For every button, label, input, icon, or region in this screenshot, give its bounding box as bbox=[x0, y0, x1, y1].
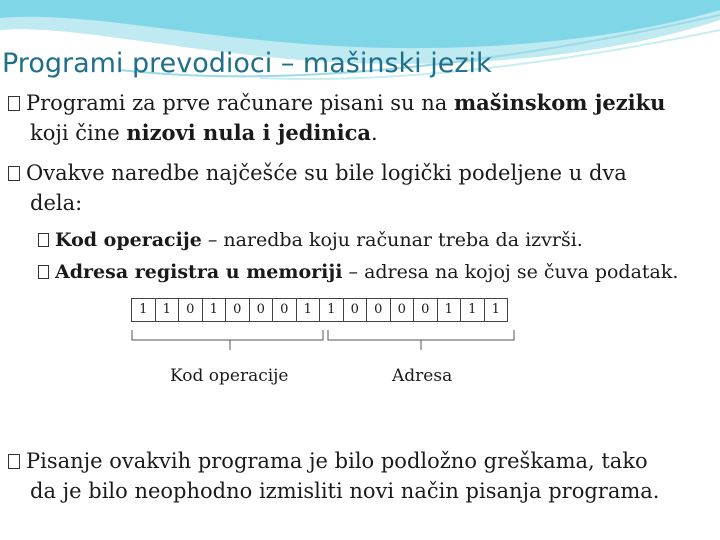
sub-bullet-1-text: – naredba koju računar treba da izvrši. bbox=[201, 229, 583, 251]
bit-cell: 0 bbox=[390, 298, 415, 322]
sub-bullet-2-bold: Adresa registra u memoriji bbox=[55, 261, 343, 283]
bit-cell: 1 bbox=[460, 298, 485, 322]
sub-bullet-1-bold: Kod operacije bbox=[55, 229, 202, 251]
bullet-1-line2: koji čine bbox=[30, 121, 127, 145]
bit-cell: 0 bbox=[366, 298, 391, 322]
bullet-2-line1: Ovakve naredbe najčešće su bile logički podeljene u dva bbox=[26, 161, 627, 185]
sub-bullet-2-text: – adresa na kojoj se čuva podatak. bbox=[342, 261, 679, 283]
bullet-box-icon bbox=[8, 454, 20, 469]
bit-cell: 1 bbox=[202, 298, 227, 322]
bit-cell: 0 bbox=[225, 298, 250, 322]
bit-cell: 1 bbox=[319, 298, 344, 322]
bit-cell: 1 bbox=[155, 298, 180, 322]
bullet-1-bold2: nizovi nula i jedinica bbox=[126, 120, 372, 145]
address-label: Adresa bbox=[392, 366, 453, 386]
bullet-1-bold: mašinskom jeziku bbox=[453, 90, 666, 115]
bullet-1-end: . bbox=[371, 121, 378, 145]
bit-cell: 1 bbox=[437, 298, 462, 322]
page-title: Programi prevodioci – mašinski jezik bbox=[2, 48, 492, 79]
bit-cell: 0 bbox=[249, 298, 274, 322]
bullet-3-line2: da je bilo neophodno izmisliti novi način pisanja programa. bbox=[30, 479, 660, 503]
bit-cell: 1 bbox=[484, 298, 509, 322]
bullet-2-line2: dela: bbox=[30, 191, 83, 215]
bit-cell: 0 bbox=[343, 298, 368, 322]
bullet-3-line1: Pisanje ovakvih programa je bilo podložno greškama, tako bbox=[26, 449, 648, 473]
bit-cell: 1 bbox=[296, 298, 321, 322]
bullet-1-text: Programi za prve računare pisani su na bbox=[26, 91, 454, 115]
bit-cell: 0 bbox=[178, 298, 203, 322]
bit-cell: 0 bbox=[413, 298, 438, 322]
opcode-label: Kod operacije bbox=[170, 366, 289, 386]
bullet-3 bbox=[8, 446, 659, 506]
bit-cell: 0 bbox=[272, 298, 297, 322]
bit-cell: 1 bbox=[131, 298, 156, 322]
